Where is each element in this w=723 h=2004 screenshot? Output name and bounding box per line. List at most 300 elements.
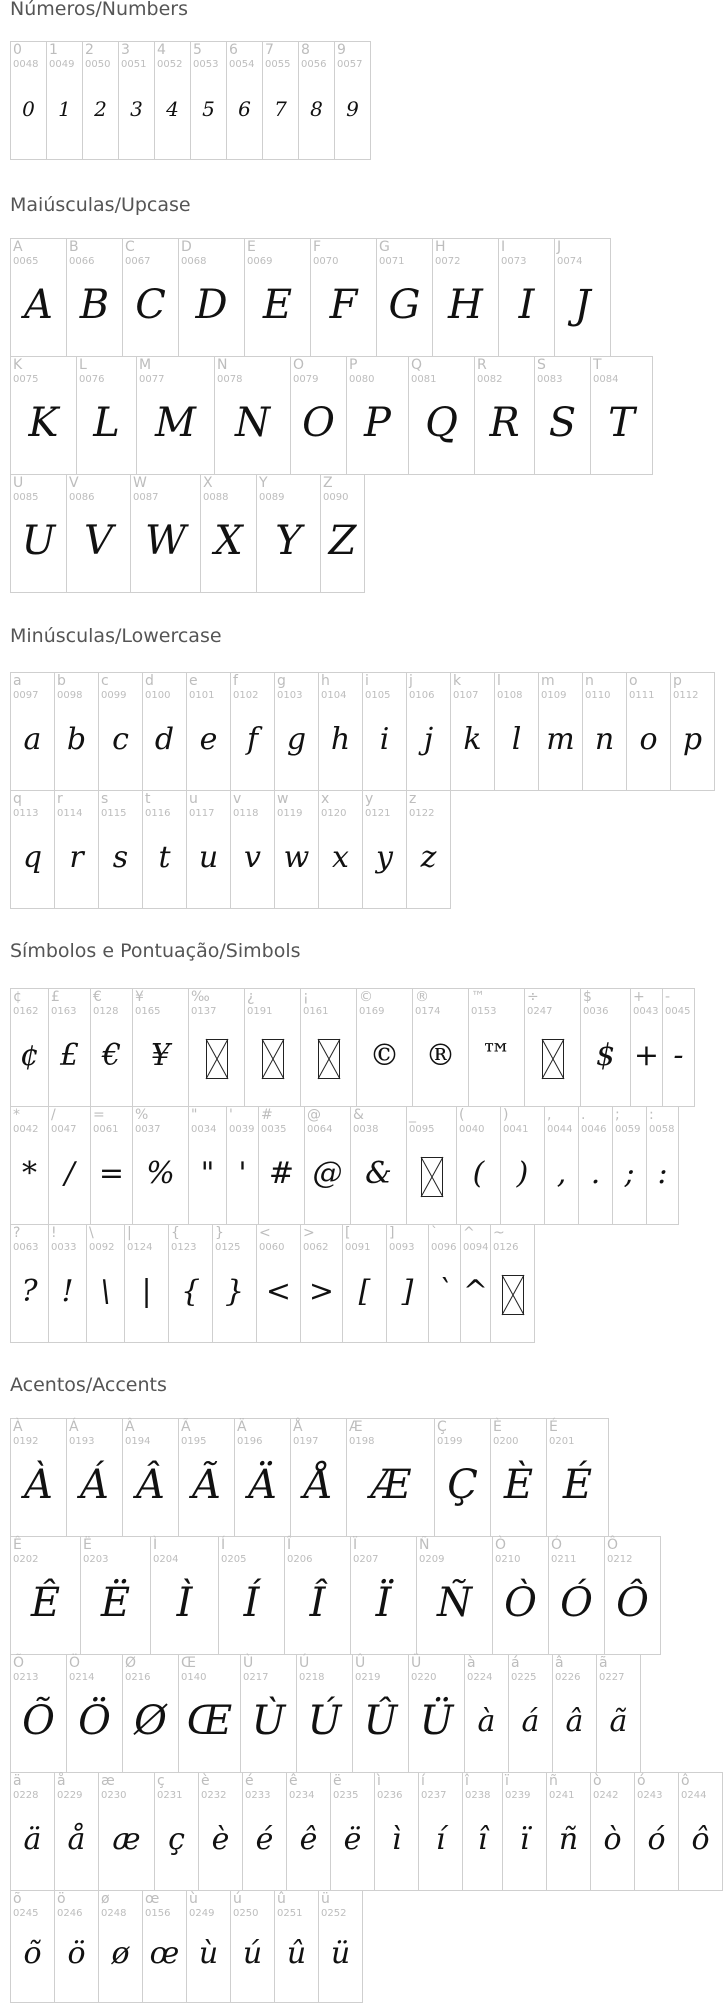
glyph-label: k <box>453 673 462 689</box>
glyph-label: q <box>13 791 22 807</box>
glyph-preview: b <box>66 722 87 757</box>
glyph-label: U <box>13 475 24 491</box>
glyph-label: { <box>171 1225 180 1241</box>
glyph-code: 0193 <box>69 1436 95 1447</box>
glyph-label: À <box>13 1419 23 1435</box>
glyph-label: Ø <box>125 1655 137 1671</box>
glyph-label: ¿ <box>247 989 255 1005</box>
glyph-cell <box>142 672 187 791</box>
glyph-label: 2 <box>85 42 94 58</box>
glyph-preview: D <box>195 282 228 328</box>
glyph-cell <box>492 1536 549 1655</box>
glyph-code: 0242 <box>593 1790 619 1801</box>
glyph-label: l <box>497 673 501 689</box>
glyph-preview: > <box>308 1274 335 1309</box>
glyph-preview: $ <box>595 1038 616 1073</box>
glyph-code: 0140 <box>181 1672 207 1683</box>
glyph-code: 0203 <box>83 1554 109 1565</box>
glyph-code: 0162 <box>13 1006 39 1017</box>
glyph-cell <box>154 1772 199 1891</box>
glyph-cell <box>98 790 143 909</box>
glyph-code: 0038 <box>353 1124 379 1135</box>
glyph-label: Œ <box>181 1655 196 1671</box>
glyph-cell <box>10 1536 81 1655</box>
glyph-preview: õ <box>23 1936 42 1971</box>
glyph-cell <box>48 1106 91 1225</box>
glyph-preview: Û <box>363 1698 398 1744</box>
glyph-code: 0225 <box>511 1672 537 1683</box>
glyph-code: 0249 <box>189 1908 215 1919</box>
glyph-code: 0191 <box>247 1006 273 1017</box>
glyph-cell <box>178 1418 235 1537</box>
glyph-preview: 1 <box>58 97 71 121</box>
glyph-cell <box>66 1418 123 1537</box>
glyph-preview: l <box>511 722 522 757</box>
glyph-code: 0224 <box>467 1672 493 1683</box>
glyph-preview: ? <box>21 1274 38 1309</box>
glyph-code: 0087 <box>133 492 159 503</box>
glyph-preview: G <box>388 282 421 328</box>
glyph-code: 0103 <box>277 690 303 701</box>
glyph-cell <box>262 41 299 160</box>
glyph-code: 0237 <box>421 1790 447 1801</box>
glyph-preview: 3 <box>130 97 143 121</box>
glyph-preview: O <box>302 400 335 446</box>
glyph-label: T <box>593 357 602 373</box>
glyph-preview: Ù <box>251 1698 286 1744</box>
glyph-preview: o <box>639 722 658 757</box>
glyph-code: 0070 <box>313 256 339 267</box>
glyph-preview: ò <box>603 1822 622 1857</box>
glyph-preview: ô <box>691 1822 710 1857</box>
glyph-code: 0236 <box>377 1790 403 1801</box>
glyph-label: w <box>277 791 289 807</box>
glyph-cell <box>10 474 67 593</box>
glyph-cell <box>54 790 99 909</box>
glyph-cell <box>186 1890 231 2003</box>
glyph-cell <box>98 672 143 791</box>
glyph-label: % <box>135 1107 149 1123</box>
glyph-label: Y <box>259 475 268 491</box>
glyph-label: B <box>69 239 79 255</box>
glyph-preview: : <box>657 1156 668 1191</box>
glyph-code: 0034 <box>191 1124 217 1135</box>
glyph-code: 0069 <box>247 256 273 267</box>
glyph-label: ü <box>321 1891 330 1907</box>
glyph-preview: i <box>379 722 390 757</box>
glyph-label: Ì <box>153 1537 158 1553</box>
glyph-preview: g <box>286 722 307 757</box>
glyph-code: 0251 <box>277 1908 303 1919</box>
glyph-code: 0201 <box>549 1436 575 1447</box>
glyph-code: 0199 <box>437 1436 463 1447</box>
missing-glyph-box <box>318 1039 340 1079</box>
glyph-cell <box>296 1654 353 1773</box>
glyph-preview: ø <box>111 1936 130 1971</box>
glyph-code: 0044 <box>547 1124 573 1135</box>
glyph-cell <box>318 672 363 791</box>
glyph-code: 0250 <box>233 1908 259 1919</box>
glyph-label: ä <box>13 1773 22 1789</box>
glyph-code: 0227 <box>599 1672 625 1683</box>
glyph-cell <box>346 1418 435 1537</box>
glyph-cell <box>320 474 365 593</box>
glyph-preview: B <box>79 282 110 328</box>
glyph-cell <box>136 356 215 475</box>
glyph-code: 0220 <box>411 1672 437 1683</box>
glyph-label: î <box>465 1773 469 1789</box>
glyph-label: j <box>409 673 413 689</box>
glyph-cell <box>318 790 363 909</box>
glyph-label: f <box>233 673 238 689</box>
glyph-code: 0041 <box>503 1124 529 1135</box>
glyph-preview: € <box>101 1038 122 1073</box>
glyph-code: 0116 <box>145 808 171 819</box>
glyph-label: R <box>477 357 487 373</box>
glyph-label: Í <box>221 1537 226 1553</box>
glyph-label: ) <box>503 1107 509 1123</box>
glyph-label: ÷ <box>527 989 539 1005</box>
glyph-label: b <box>57 673 66 689</box>
glyph-label: œ <box>145 1891 160 1907</box>
glyph-label: Ï <box>353 1537 358 1553</box>
glyph-code: 0066 <box>69 256 95 267</box>
glyph-cell <box>284 1536 351 1655</box>
glyph-cell <box>678 1772 723 1891</box>
glyph-label: X <box>203 475 213 491</box>
missing-glyph-box <box>262 1039 284 1079</box>
glyph-preview: ñ <box>558 1822 579 1857</box>
glyph-label: ¡ <box>303 989 309 1005</box>
glyph-cell <box>330 1772 375 1891</box>
glyph-cell <box>286 1772 331 1891</box>
glyph-preview: ^ <box>462 1274 489 1309</box>
glyph-cell <box>168 1224 213 1343</box>
glyph-code: 0110 <box>585 690 611 701</box>
section-title: Minúsculas/Lowercase <box>10 625 222 647</box>
glyph-code: 0053 <box>193 59 219 70</box>
glyph-label: e <box>189 673 198 689</box>
glyph-cell <box>230 790 275 909</box>
glyph-preview: w <box>283 840 310 875</box>
glyph-preview: ( <box>472 1156 485 1191</box>
glyph-code: 0091 <box>345 1242 371 1253</box>
glyph-preview: Ó <box>560 1580 593 1626</box>
glyph-label: û <box>277 1891 286 1907</box>
glyph-code: 0124 <box>127 1242 153 1253</box>
glyph-preview: 6 <box>238 97 251 121</box>
glyph-code: 0233 <box>245 1790 271 1801</box>
glyph-label: ‰ <box>191 989 210 1005</box>
glyph-label: G <box>379 239 390 255</box>
glyph-label: ò <box>593 1773 602 1789</box>
glyph-label: 1 <box>49 42 58 58</box>
glyph-preview: u <box>198 840 219 875</box>
glyph-code: 0165 <box>135 1006 161 1017</box>
glyph-code: 0121 <box>365 808 391 819</box>
glyph-label: ö <box>57 1891 66 1907</box>
glyph-preview: K <box>28 400 59 446</box>
glyph-preview: U <box>21 518 56 564</box>
glyph-code: 0107 <box>453 690 479 701</box>
glyph-code: 0206 <box>287 1554 313 1565</box>
glyph-label: ( <box>459 1107 465 1123</box>
glyph-label: I <box>501 239 506 255</box>
glyph-code: 0065 <box>13 256 39 267</box>
glyph-label: Û <box>355 1655 366 1671</box>
glyph-cell <box>428 1224 461 1343</box>
glyph-cell <box>118 41 155 160</box>
glyph-cell <box>66 238 123 357</box>
glyph-cell <box>10 790 55 909</box>
glyph-label: Ç <box>437 1419 447 1435</box>
glyph-preview: Ì <box>176 1580 193 1626</box>
glyph-code: 0100 <box>145 690 171 701</box>
glyph-label: h <box>321 673 330 689</box>
glyph-label: : <box>649 1107 654 1123</box>
glyph-label: ì <box>377 1773 381 1789</box>
glyph-preview: H <box>448 282 483 328</box>
glyph-cell <box>626 672 671 791</box>
glyph-label: ô <box>681 1773 690 1789</box>
glyph-cell <box>406 1106 457 1225</box>
glyph-code: 0068 <box>181 256 207 267</box>
glyph-label: ø <box>101 1891 110 1907</box>
glyph-cell <box>554 238 611 357</box>
glyph-preview: É <box>562 1462 593 1508</box>
glyph-cell <box>524 988 581 1107</box>
glyph-preview: h <box>330 722 351 757</box>
glyph-preview: î <box>477 1822 488 1857</box>
glyph-preview: 4 <box>166 97 179 121</box>
glyph-cell <box>230 1890 275 2003</box>
glyph-label: £ <box>51 989 60 1005</box>
glyph-code: 0239 <box>505 1790 531 1801</box>
glyph-code: 0099 <box>101 690 127 701</box>
glyph-label: . <box>581 1107 586 1123</box>
glyph-cell <box>350 1106 407 1225</box>
glyph-cell <box>502 1772 547 1891</box>
glyph-cell <box>290 1418 347 1537</box>
glyph-label: ¥ <box>135 989 144 1005</box>
glyph-cell <box>256 474 321 593</box>
glyph-label: ? <box>13 1225 21 1241</box>
glyph-code: 0218 <box>299 1672 325 1683</box>
glyph-label: Ú <box>299 1655 310 1671</box>
glyph-cell <box>86 1224 125 1343</box>
glyph-label: y <box>365 791 374 807</box>
glyph-label: ï <box>505 1773 509 1789</box>
glyph-preview: ó <box>647 1822 666 1857</box>
glyph-label: L <box>79 357 87 373</box>
glyph-label: & <box>353 1107 364 1123</box>
glyph-cell <box>590 1772 635 1891</box>
glyph-code: 0211 <box>551 1554 577 1565</box>
glyph-code: 0216 <box>125 1672 151 1683</box>
glyph-preview: R <box>489 400 520 446</box>
glyph-preview: © <box>369 1038 400 1073</box>
glyph-code: 0085 <box>13 492 39 503</box>
glyph-preview: Œ <box>186 1698 233 1744</box>
glyph-preview: Q <box>425 400 458 446</box>
glyph-preview: F <box>329 282 358 328</box>
glyph-cell <box>362 790 407 909</box>
glyph-preview: Y <box>275 518 302 564</box>
glyph-label: x <box>321 791 330 807</box>
glyph-code: 0204 <box>153 1554 179 1565</box>
glyph-cell <box>10 1772 55 1891</box>
glyph-cell <box>46 41 83 160</box>
glyph-cell <box>178 1654 241 1773</box>
glyph-preview: c <box>112 722 129 757</box>
glyph-cell <box>498 238 555 357</box>
glyph-code: 0161 <box>303 1006 329 1017</box>
glyph-preview: Z <box>328 518 357 564</box>
glyph-label: â <box>555 1655 564 1671</box>
glyph-code: 0163 <box>51 1006 77 1017</box>
glyph-cell <box>356 988 413 1107</box>
glyph-label: ê <box>289 1773 298 1789</box>
glyph-cell <box>508 1654 553 1773</box>
glyph-cell <box>66 1654 123 1773</box>
glyph-preview: ê <box>299 1822 318 1857</box>
glyph-label: 4 <box>157 42 166 58</box>
glyph-code: 0095 <box>409 1124 435 1135</box>
glyph-code: 0125 <box>215 1242 241 1253</box>
missing-glyph-box <box>502 1275 524 1315</box>
glyph-preview: W <box>144 518 187 564</box>
glyph-label: Ã <box>181 1419 191 1435</box>
glyph-cell <box>54 1890 99 2003</box>
glyph-preview: Ò <box>504 1580 537 1626</box>
glyph-code: 0212 <box>607 1554 633 1565</box>
glyph-preview: J <box>574 282 591 328</box>
glyph-code: 0108 <box>497 690 523 701</box>
glyph-code: 0063 <box>13 1242 39 1253</box>
glyph-label: / <box>51 1107 56 1123</box>
glyph-cell <box>142 790 187 909</box>
glyph-label: ~ <box>493 1225 505 1241</box>
glyph-cell <box>10 356 77 475</box>
glyph-code: 0248 <box>101 1908 127 1919</box>
glyph-cell <box>10 1224 49 1343</box>
glyph-code: 0245 <box>13 1908 39 1919</box>
section-title: Números/Numbers <box>10 0 188 20</box>
glyph-preview: Ï <box>375 1580 392 1626</box>
glyph-label: Å <box>293 1419 303 1435</box>
glyph-label: z <box>409 791 417 807</box>
glyph-code: 0109 <box>541 690 567 701</box>
glyph-label: Q <box>411 357 423 373</box>
glyph-cell <box>122 238 179 357</box>
glyph-preview: Ü <box>419 1698 454 1744</box>
glyph-preview: ì <box>391 1822 402 1857</box>
glyph-preview: # <box>268 1156 295 1191</box>
glyph-preview: È <box>503 1462 534 1508</box>
glyph-code: 0123 <box>171 1242 197 1253</box>
glyph-cell <box>10 1106 49 1225</box>
glyph-preview: Å <box>304 1462 333 1508</box>
glyph-cell <box>374 1772 419 1891</box>
glyph-code: 0169 <box>359 1006 385 1017</box>
glyph-preview: @ <box>312 1156 343 1191</box>
glyph-preview: ã <box>609 1704 628 1739</box>
glyph-preview: é <box>255 1822 274 1857</box>
glyph-label: E <box>247 239 256 255</box>
glyph-label: Õ <box>13 1655 25 1671</box>
glyph-label: 5 <box>193 42 202 58</box>
glyph-code: 0054 <box>229 59 255 70</box>
glyph-cell <box>490 1224 535 1343</box>
glyph-cell <box>412 988 469 1107</box>
glyph-code: 0210 <box>495 1554 521 1565</box>
glyph-preview: Ø <box>134 1698 167 1744</box>
glyph-code: 0097 <box>13 690 39 701</box>
glyph-preview: m <box>546 722 575 757</box>
glyph-preview: £ <box>59 1038 80 1073</box>
glyph-code: 0089 <box>259 492 285 503</box>
glyph-preview: Ë <box>100 1580 131 1626</box>
glyph-label: + <box>633 989 645 1005</box>
glyph-label: Ù <box>243 1655 254 1671</box>
glyph-preview: = <box>98 1156 125 1191</box>
glyph-cell <box>188 1106 227 1225</box>
glyph-cell <box>122 1418 179 1537</box>
glyph-preview: ] <box>401 1274 414 1309</box>
glyph-preview: å <box>67 1822 86 1857</box>
glyph-cell <box>310 238 377 357</box>
glyph-label: S <box>537 357 546 373</box>
glyph-cell <box>546 1418 609 1537</box>
glyph-cell <box>460 1224 491 1343</box>
glyph-label: \ <box>89 1225 94 1241</box>
glyph-preview: œ <box>149 1936 180 1971</box>
glyph-preview: á <box>521 1704 540 1739</box>
glyph-label: V <box>69 475 79 491</box>
glyph-label: P <box>349 357 358 373</box>
glyph-label: _ <box>409 1107 416 1123</box>
glyph-preview: ç <box>168 1822 185 1857</box>
glyph-preview: ™ <box>481 1038 512 1073</box>
glyph-label: Ô <box>607 1537 619 1553</box>
glyph-code: 0060 <box>259 1242 285 1253</box>
glyph-cell <box>408 1654 465 1773</box>
glyph-preview: s <box>112 840 129 875</box>
glyph-preview: í <box>435 1822 446 1857</box>
glyph-label: È <box>493 1419 502 1435</box>
glyph-code: 0039 <box>229 1124 255 1135</box>
glyph-label: , <box>547 1107 552 1123</box>
glyph-preview: P <box>364 400 391 446</box>
glyph-cell <box>432 238 499 357</box>
glyph-preview: 9 <box>346 97 359 121</box>
glyph-code: 0238 <box>465 1790 491 1801</box>
glyph-cell <box>186 672 231 791</box>
glyph-cell <box>132 988 189 1107</box>
glyph-cell <box>630 988 663 1107</box>
glyph-cell <box>304 1106 351 1225</box>
glyph-preview: Ö <box>78 1698 111 1744</box>
glyph-cell <box>198 1772 243 1891</box>
glyph-label: o <box>629 673 638 689</box>
glyph-label: ^ <box>463 1225 475 1241</box>
glyph-cell <box>124 1224 169 1343</box>
glyph-cell <box>418 1772 463 1891</box>
glyph-label: c <box>101 673 109 689</box>
glyph-code: 0241 <box>549 1790 575 1801</box>
glyph-label: Ö <box>69 1655 81 1671</box>
glyph-cell <box>48 1224 87 1343</box>
